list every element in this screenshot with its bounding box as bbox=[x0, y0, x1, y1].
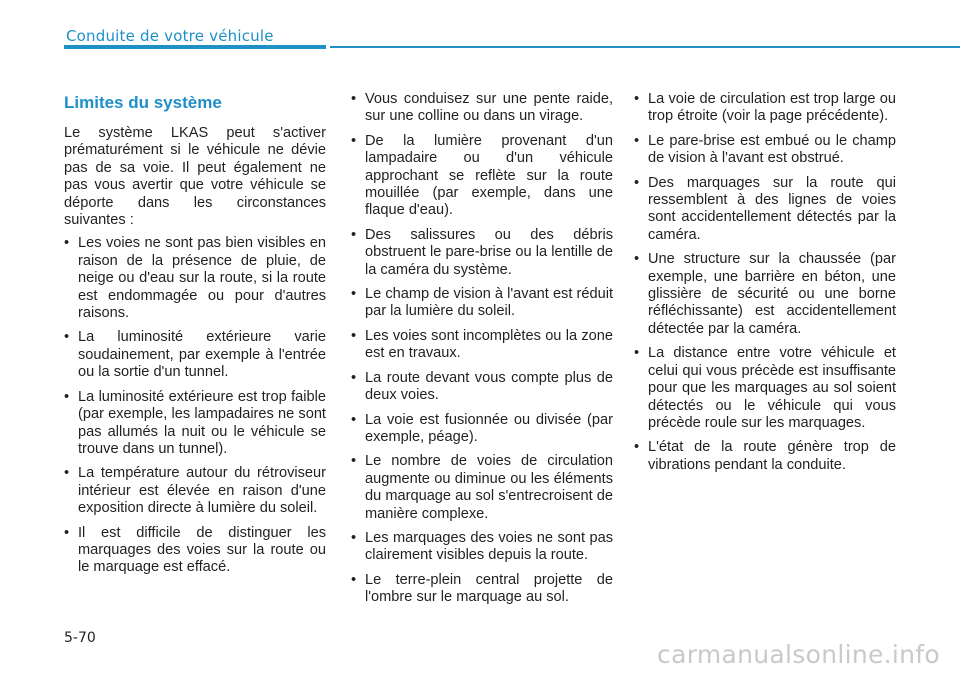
header-rule-thick bbox=[64, 45, 326, 49]
section-heading: Limites du système bbox=[64, 93, 222, 112]
list-item: • La voie est fusionnée ou divisée (par exemple, péage). bbox=[351, 411, 613, 445]
bullet-icon: • bbox=[351, 411, 357, 428]
list-item: • La distance entre votre véhicule et celui qui vous précède est insuffisante pour que les marquages au sol soient détectés ou le véhicule qui vous précède roule sur les marquages. bbox=[634, 345, 896, 431]
list-item: • Les voies ne sont pas bien visibles en raison de la présence de pluie, de neige ou d'eau sur la route, si la route est endommagée ou pour d'autres raisons. bbox=[64, 235, 326, 322]
column-1 bbox=[64, 91, 326, 584]
list-item: • L'état de la route génère trop de vibrations pendant la conduite. bbox=[634, 439, 896, 473]
list-item: • Le pare-brise est embué ou le champ de vision à l'avant est obstrué. bbox=[634, 132, 896, 167]
bullet-icon: • bbox=[351, 453, 357, 470]
list-item: • La luminosité extérieure est trop faible (par exemple, les lampadaires ne sont pas allumés la nuit ou le véhicule se trouve dans un tunnel). bbox=[64, 388, 326, 457]
bullet-icon: • bbox=[634, 174, 640, 191]
bullet-icon: • bbox=[634, 439, 640, 456]
list-item: • Des salissures ou des débris obstruent le pare-brise ou la lentille de la caméra du système. bbox=[351, 226, 613, 278]
list-item: • La température autour du rétroviseur intérieur est élevée en raison d'une exposition directe à lumière du soleil. bbox=[64, 465, 326, 517]
list-item: • Il est difficile de distinguer les marquages des voies sur la route ou le marquage est effacé. bbox=[64, 524, 326, 576]
bullet-icon: • bbox=[351, 529, 357, 546]
bullet-icon: • bbox=[64, 329, 70, 346]
bullet-icon: • bbox=[351, 226, 357, 243]
bullet-icon: • bbox=[64, 524, 70, 541]
list-item: • La route devant vous compte plus de deux voies. bbox=[351, 369, 613, 404]
header-rule-thin bbox=[330, 46, 960, 48]
bullet-icon: • bbox=[64, 465, 70, 482]
bullet-list-2 bbox=[351, 91, 613, 607]
list-item: • Le terre-plein central projette de l'ombre sur le marquage au sol. bbox=[351, 571, 613, 606]
bullet-icon: • bbox=[351, 369, 357, 386]
list-item: • Une structure sur la chaussée (par exemple, une barrière en béton, une glissière de sécurité ou une borne réfléchissante) est accidentellement détectée par la caméra. bbox=[634, 251, 896, 337]
bullet-list-1 bbox=[64, 235, 326, 576]
column-2 bbox=[351, 91, 613, 614]
page-number: 5-70 bbox=[64, 630, 96, 646]
list-item: • Le nombre de voies de circulation augmente ou diminue ou les éléments du marquage au sol s'entrecroisent de manière complexe. bbox=[351, 453, 613, 522]
intro-paragraph: Le système LKAS peut s'activer prématurément si le véhicule ne dévie pas de sa voie. Il peut également ne pas vous avertir que votre véhicule se déporte dans les circonstances suivantes : bbox=[64, 125, 326, 229]
bullet-icon: • bbox=[351, 571, 357, 588]
bullet-icon: • bbox=[634, 91, 640, 107]
list-item: • Les marquages des voies ne sont pas clairement visibles depuis la route. bbox=[351, 529, 613, 564]
bullet-icon: • bbox=[351, 286, 357, 303]
bullet-icon: • bbox=[634, 345, 640, 362]
list-item: • Le champ de vision à l'avant est réduit par la lumière du soleil. bbox=[351, 286, 613, 320]
bullet-icon: • bbox=[634, 132, 640, 149]
bullet-icon: • bbox=[351, 327, 357, 344]
list-item: • La luminosité extérieure varie soudainement, par exemple à l'entrée ou la sortie d'un tunnel. bbox=[64, 329, 326, 381]
bullet-icon: • bbox=[634, 251, 640, 268]
bullet-icon: • bbox=[64, 388, 70, 405]
bullet-list-3 bbox=[634, 91, 896, 474]
bullet-icon: • bbox=[64, 235, 70, 252]
list-item: • Les voies sont incomplètes ou la zone est en travaux. bbox=[351, 327, 613, 362]
list-item: • De la lumière provenant d'un lampadaire ou d'un véhicule approchant se reflète sur la route mouillée (par exemple, dans une flaque d'eau). bbox=[351, 132, 613, 219]
column-3 bbox=[634, 91, 896, 481]
bullet-icon: • bbox=[351, 132, 357, 149]
list-item: • La voie de circulation est trop large ou trop étroite (voir la page précédente). bbox=[634, 91, 896, 125]
watermark: carmanualsonline.info bbox=[657, 640, 940, 669]
bullet-icon: • bbox=[351, 91, 357, 107]
list-item: • Vous conduisez sur une pente raide, sur une colline ou dans un virage. bbox=[351, 91, 613, 125]
section-title: Conduite de votre véhicule bbox=[66, 27, 274, 45]
list-item: • Des marquages sur la route qui ressemblent à des lignes de voies sont accidentellement détectés par la caméra. bbox=[634, 174, 896, 243]
